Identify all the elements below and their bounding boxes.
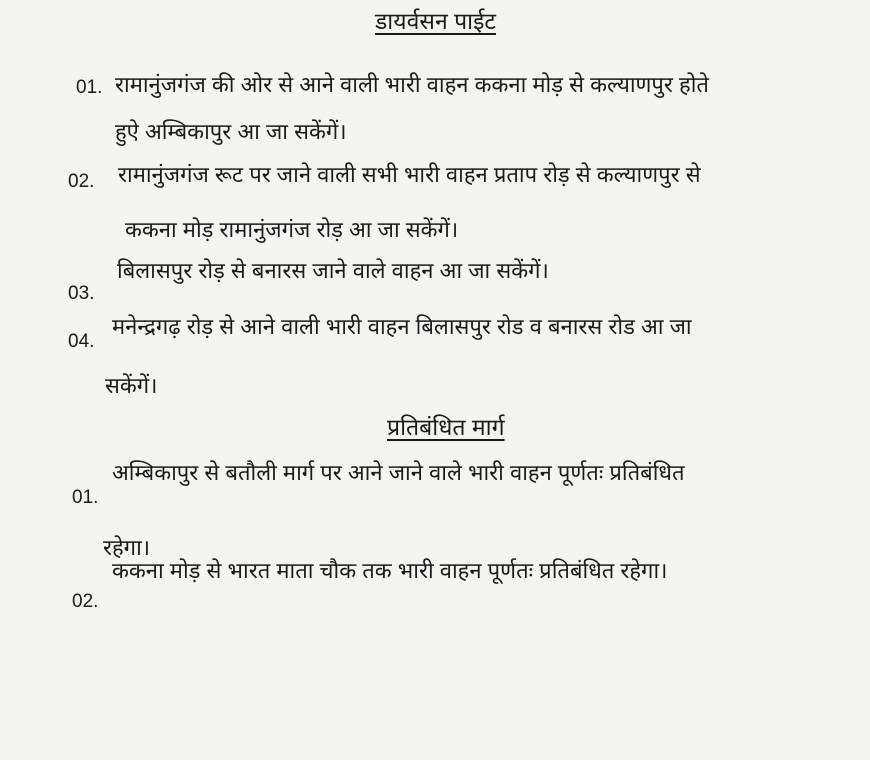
item-text-cont: रहेगा। — [103, 535, 151, 560]
item-number: 02. — [72, 591, 99, 612]
item-text: ककना मोड़ से भारत माता चौक तक भारी वाहन पूर्णतः प्रतिबंधित रहेगा। — [112, 558, 668, 583]
item-text: रामानुंजगंज की ओर से आने वाली भारी वाहन ककना मोड़ से कल्याणपुर होते — [115, 72, 709, 97]
item-number: 04. — [68, 331, 95, 352]
diversion-heading: डायर्वसन पाईट — [375, 8, 496, 34]
item-text: रामानुंजगंज रूट पर जाने वाली सभी भारी वाहन प्रताप रोड़ से कल्याणपुर से — [118, 162, 701, 187]
item-text: मनेन्द्रगढ़ रोड़ से आने वाली भारी वाहन बिलासपुर रोड व बनारस रोड आ जा — [112, 314, 692, 339]
item-number: 03. — [68, 283, 95, 304]
item-text: बिलासपुर रोड़ से बनारस जाने वाले वाहन आ जा सकेंगें। — [117, 258, 549, 283]
item-number: 02. — [68, 171, 95, 192]
restricted-heading: प्रतिबंधित मार्ग — [387, 414, 505, 440]
item-text-cont: सकेंगें। — [105, 373, 158, 398]
item-number: 01. — [76, 77, 103, 98]
item-text-cont: ककना मोड़ रामानुंजगंज रोड़ आ जा सकेंगें। — [125, 217, 459, 242]
item-text: अम्बिकापुर से बतौली मार्ग पर आने जाने वाले भारी वाहन पूर्णतः प्रतिबंधित — [112, 460, 685, 485]
item-number: 01. — [72, 487, 99, 508]
item-text-cont: हुऐ अम्बिकापुर आ जा सकेंगें। — [115, 119, 347, 144]
